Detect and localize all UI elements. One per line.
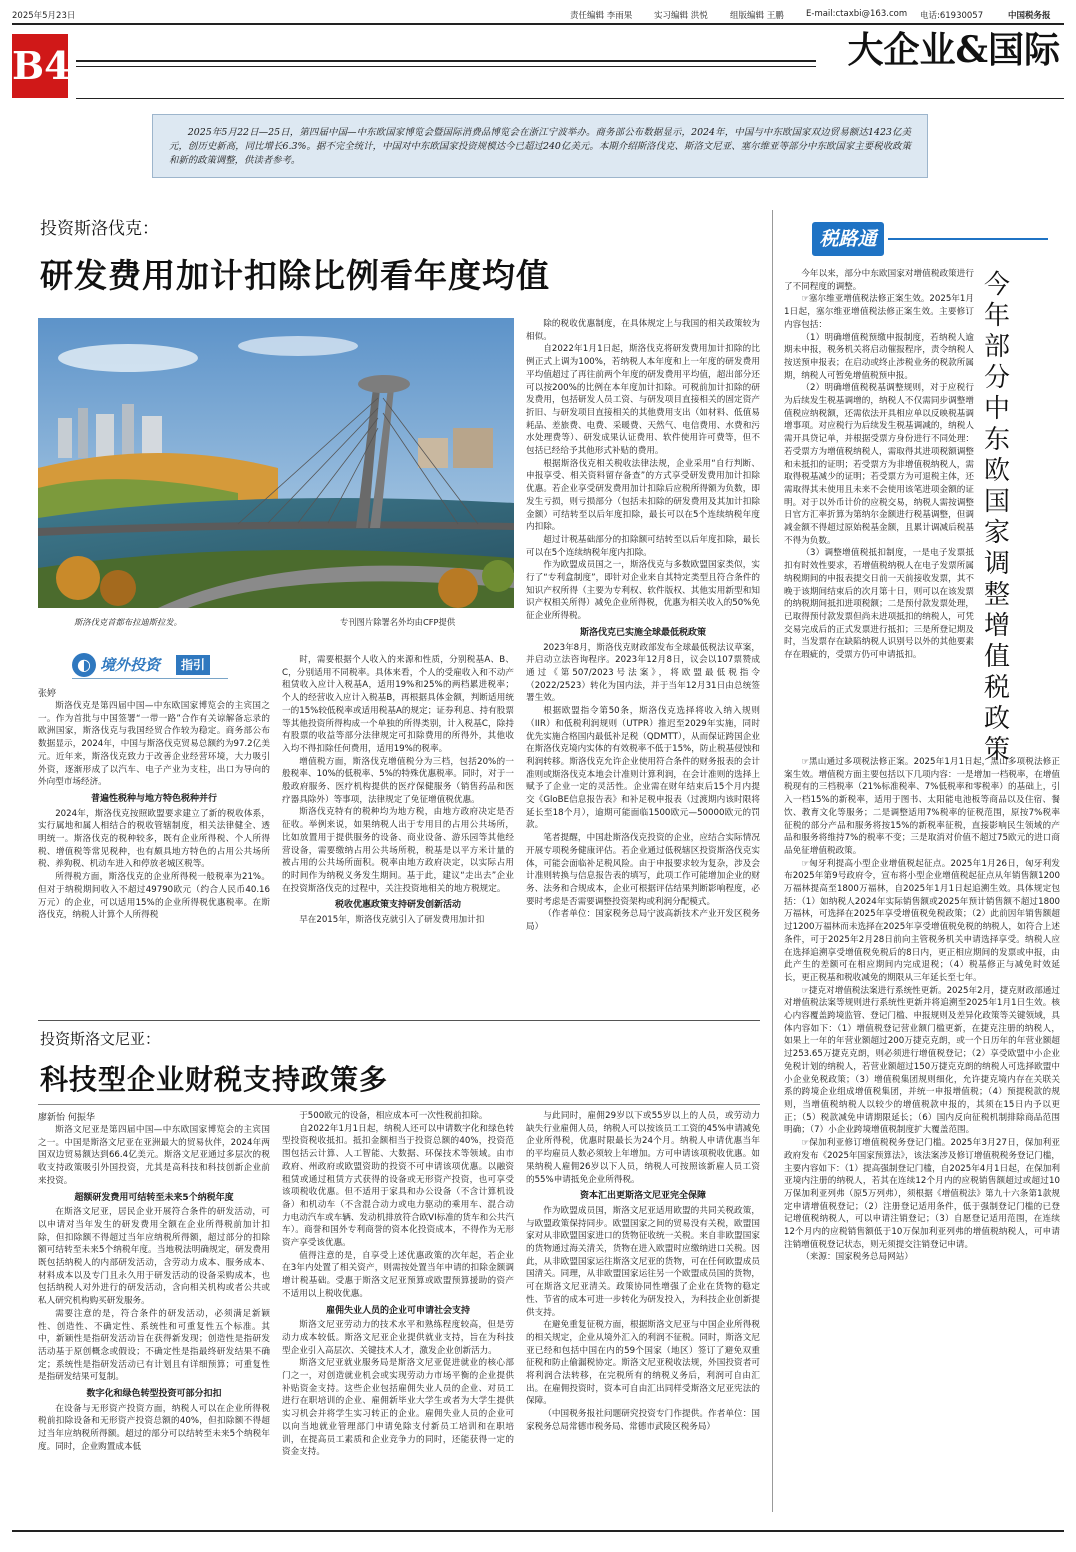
intro-box <box>152 114 928 178</box>
paragraph: 超过计税基础部分的扣除额可结转至以后年度扣除，最长可以在5个连续纳税年度内扣除。 <box>526 534 760 558</box>
sidebar-paragraph: ☞保加利亚修订增值税税务登记门槛。2025年3月27日，保加利亚政府发布《2025年国家预算法》，该法案涉及修订增值税税务登记门槛，主要内容如下：（1）提高强制登记门槛，自2025年4月1日起，在保加利亚境内注册的纳税人，若其在连续12个月内的应税销售额超过或超过10万保加利亚列弗（原5万列弗），须根据《增值税法》第九十六条第1款规定申请增值税登记；（2）注册登记适用条件，低于强制登记门槛的已登记增值税纳税人，可以申请注销登记；（3）自愿登记适用范围，在连续12个月内的应税销售额低于10万保加利亚列弗的增值税纳税人，可申请注销增值税登记状态，则无须提交注销登记申请。 <box>784 1138 1060 1250</box>
masthead-rule-thin <box>76 66 816 67</box>
bratislava-photo <box>38 318 514 608</box>
paragraph: 于500欧元的设备，相应成本可一次性税前扣除。 <box>299 1111 488 1121</box>
photo-credit: 专刊图片除署名外均由CFP提供 <box>340 617 456 627</box>
issue-date: 2025年5月23日 <box>12 11 76 21</box>
paragraph: 自2022年1月1日起，斯洛伐克将研发费用加计扣除的比例正式上调为100%，若纳税人本年度和上一年度的研发费用平均值超过了再往前两个年度的研发费用平均值，超出部分还可以按200%的比例在本年度加计扣除。可税前加计扣除的研发费用，包括研发人员工资、与研发项目直接相关的固定资产折旧、与研发项目直接相关的其他费用支出（如材料、低值易耗品、差旅费、电费、采暖费、天然气、电信费用、水费和污水处理费等）、研发成果认证费用、软件使用许可费等，但不包括已经给予其他形式补贴的费用。 <box>526 344 760 457</box>
sidebar-banner: 税路通 <box>812 222 884 256</box>
page-number-badge: B4 <box>12 34 68 98</box>
article1-headline: 研发费用加计扣除比例看年度均值 <box>40 256 550 295</box>
paragraph: （作者单位：国家税务总局宁波高新技术产业开发区税务局） <box>526 909 760 933</box>
sidebar-paragraph: （2）明确增值税税基调整规则，对于应税行为后续发生税基调增的，纳税人不仅需同步调整增值税应纳税额，还需依法开具相应单以反映税基调增事项。对应税行为后续发生税基调减的，纳税人需开具贷记单，并根据受票方身份进行不同处理：若受票方为增值税纳税人，需取得其进项税额调整和未抵扣的证明；若受票方为非增值税纳税人，需取得税基减少的证明；若受票方为可退税主体，还需取得其未使用且未来不会使用该笔进项金额的证明。对于以外币计价的应税交易，纳税人需按调整日官方汇率折算为第纳尔金额进行税基调整，但调减金额不得超过原始税基金额，且累计调减后税基不得为负数。 <box>784 383 974 546</box>
article2-column-1 <box>38 1124 270 1512</box>
column-logo <box>72 652 228 679</box>
paragraph: 在避免重复征税方面，根据斯洛文尼亚与中国企业所得税的相关规定，企业从境外汇入的利润不征税。同时，斯洛文尼亚已经和包括中国在内的59个国家（地区）签订了避免双重征税和防止偷漏税协定。斯洛文尼亚税收法规，外国投资者可将利润合法转移，在完税所有的纳税义务后，利润可自由汇出。在雇佣投资时，资本可自由汇出同样受斯洛文尼亚宪法的保障。 <box>526 1320 760 1407</box>
subheading: 雇佣失业人员的企业可申请社会支持 <box>325 1305 470 1316</box>
designer-credit: 组版编辑 王鹏 <box>730 11 784 21</box>
article2-rule <box>38 1104 760 1105</box>
sidebar-paragraph: （1）明确增值税预缴申报制度，若纳税人逾期未申报，税务机关将启动催报程序，责令纳税人按送预申报表；在启动或终止涉税业务的税款所属期，纳税人可暂免增值税预申报。 <box>784 332 974 381</box>
sidebar-paragraph: ☞捷克对增值税法案进行系统性更新。2025年2月，捷克财政部通过对增值税法案等规则进行系统性更新并将追溯至2025年1月1日生效。核心内容覆盖跨境监管、登记门槛、申报规则及差异化政策等关键领域，具体内容如下：（1）增值税登记营业额门槛更新，在捷克注册的纳税人，如果上一年的年营业额超过200万捷克克朗，或一个日历年的年营业额超过253.65万捷克克朗，则必须进行增值税登记；（2）享受欧盟中小企业免税计划的纳税人，若营业额超过150万捷克克朗的纳税人可选择欧盟中小企业免税政策；（3）增值税集团规则细化，允许捷克境内存在关联关系的跨境企业组成增值税集团，并统一申报增值税；（4）预提税款的规则，当增值税纳税人以较少的增值税款申报的，其须在15日内予以更正；（5）税款减免申请期限延长；（6）国内反向征税机制排除商品范围明确；（7）小企业跨境增值税制度扩大覆盖范围。 <box>784 985 1060 1136</box>
city-bridge-illustration <box>38 318 514 608</box>
article2-column-2 <box>282 1110 514 1512</box>
article1-kicker: 投资斯洛伐克： <box>40 219 159 239</box>
paragraph: 斯洛文尼亚就业服务局是斯洛文尼亚促进就业的核心部门之一，对创造就业机会或实现劳动力市场平衡的企业提供补贴资金支持。这些企业包括雇佣失业人员的企业、对员工进行在职培训的企业、雇佣新毕业大学生或者为大学生提供实习机会并将学生实习转正的企业。雇佣失业人员的企业可以向当地就业管理部门申请免除支付新员工培训和在职培训，在提高员工素质和企业竞争力的同时，还能获得一定的资金支持。 <box>282 1358 514 1458</box>
bottom-rule <box>12 1530 1064 1532</box>
logo-tag: 指引 <box>176 655 210 675</box>
intern-credit: 实习编辑 洪悦 <box>654 11 708 21</box>
subheading: 斯洛伐克已实施全球最低税政策 <box>579 627 706 638</box>
sidebar-paragraph: （3）调整增值税抵扣制度，一是电子发票抵扣有时效性要求，若增值税纳税人在电子发票所属纳税期间的申报表提交日前一天前接收发票，其不晚于该期间结束后的次月第十日，则可以在该发票的纳税期间抵扣进项税额；二是预付款发票处理，已取得预付款发票但尚未进项抵扣的纳税人，可凭交易完成后的正式发票进行抵扣；三是所登记期及时，当发票存在缺陷纳税人识别号以外的其他要素存在瑕疵的，受票方仍可申请抵扣。 <box>784 548 974 661</box>
article1-column-1 <box>38 700 270 1012</box>
masthead-bottom-rule <box>76 98 1064 99</box>
sidebar-column-top <box>784 268 974 756</box>
banner-rule <box>888 238 1048 240</box>
paragraph: 自2022年1月1日起，纳税人还可以申请数字化和绿色转型投资税收抵扣。抵扣金额相当于投资总额的40%，投资范围包括云计算、人工智能、大数据、环保技术等领域。由市政府、州政府或欧盟资助的投资不可申请该项优惠。以融资租赁或通过租赁方式获得的设备或无形资产投资，也可享受该项税收优惠。但不适用于家具和办公设备（不含计算机设备）和机动车（不含混合动力或电力驱动的乘用车、混合动力电动汽车或车辆、发动机排放符合欧VI标准的货车和公共汽车）。商誉和国外专利商誉的资本化投资成本，不得作为无形资产享受该优惠。 <box>282 1123 514 1249</box>
paragraph: 笔者提醒，中国赴斯洛伐克投资的企业，应结合实际情况开展专项税务健康评估。若企业通过低税辖区投资斯洛伐克实体，可能会面临补足税风险。由于申报要求较为复杂，涉及会计准则转换与信息报告表的填写，此项工作可能增加企业的财务、法务和合规成本，企业可根据评估结果判断影响程度，必要时考虑是否需要调整投资架构或利润分配模式。 <box>526 833 760 907</box>
paragraph: 斯洛文尼亚劳动力的技术水平和熟练程度较高，但是劳动力成本较低。斯洛文尼亚企业提供就业支持，旨在为科技型企业引入高层次、关键技术人才，激发企业创新活力。 <box>282 1320 514 1356</box>
article2-headline: 科技型企业财税支持政策多 <box>40 1063 389 1096</box>
article2-kicker: 投资斯洛文尼亚： <box>40 1030 161 1048</box>
article1-byline: 张婷 <box>38 689 57 699</box>
paragraph: 斯洛伐克是第四届中国—中东欧国家博览会的主宾国之一。作为首批与中国签署“一带一路”合作有关谅解备忘录的欧洲国家，斯洛伐克与我国经贸合作较为稳定。商务部公布数据显示，2024年，中国与斯洛伐克贸易总额约为97.2亿美元。近年来，斯洛伐克致力于改善企业经营环境，大力吸引外资，逐渐形成了以汽车、电子产业为支柱，出口为导向的外向型市场经济。 <box>38 701 270 788</box>
subheading: 税收优惠政策支持研发创新活动 <box>334 900 461 911</box>
intro-text: 2025年5月22日—25日，第四届中国—中东欧国家博览会暨国际消费品博览会在浙江宁波举办。商务部公布数据显示，2024年，中国与中东欧国家双边贸易额达1423亿美元，创历史新高，同比增长6.3%。据不完全统计，中国对中东欧国家投资规模达今已超过240亿美元。本期介绍斯洛伐克、斯洛文尼亚、塞尔维亚等部分中东欧国家主要税收政策和新的政策调整，供读者参考。 <box>169 127 911 166</box>
photo-caption: 斯洛伐克首都布拉迪斯拉发。 <box>74 617 182 627</box>
sidebar-paragraph: ☞塞尔维亚增值税法修正案生效。2025年1月1日起，塞尔维亚增值税法修正案生效。主要修订内容包括： <box>784 294 974 330</box>
editor-credit: 责任编辑 李雨果 <box>570 11 633 21</box>
subheading: 普遍性税种与地方特色税种并行 <box>90 793 217 804</box>
paragraph: 在设备与无形资产投资方面，纳税人可以在企业所得税税前扣除设备和无形资产投资总额的40%，但扣除额不得超过当年应纳税所得额。超过的部分可以结转至未来5个纳税年度。同时，企业购置成本低 <box>38 1403 270 1452</box>
phone-contact: 电话:61930057 <box>920 11 984 21</box>
paragraph: 根据欧盟指令第50条，斯洛伐克选择将收入纳入规则（IIR）和低税利润规则（UTPR）推迟至2029年实施，同时优先实施合格国内最低补足税（QDMTT），从而保证跨国企业在斯洛伐克境内实体的有效税率不低于15%，防止税基侵蚀和利润转移。斯洛伐克允许企业使用符合条件的财务报表的会计准则或斯洛伐克本地会计准则计算利润，在会计准则的选择上赋予了企业一定的灵活性。企业需在财年结束后15个月内提交《GloBE信息报告表》和补足税申报表（过渡期内该时限将延长至18个月），逾期可能面临1500欧元—50000欧元的罚款。 <box>526 706 760 831</box>
paragraph: 早在2015年，斯洛伐克就引入了研发费用加计扣 <box>299 915 485 926</box>
article-divider <box>38 1020 760 1021</box>
article1-column-3 <box>526 318 760 1012</box>
masthead-rule <box>76 60 816 62</box>
paragraph: 在斯洛文尼亚，居民企业开展符合条件的研发活动，可以申请对当年发生的研发费用全额在企业所得税前加计扣除，但扣除额不得超过当年应纳税所得额，超过部分的扣除额可结转至未来5个纳税年度。当地税法明确规定，研发费用既包括纳税人的内部研发活动，含劳动力成本、服务成本、材料成本以及专门且永久用于研发活动的设备采购成本，也包括纳税人对外进行的研发活动，含向相关机构或者公共或私人研究机构购买研发服务。 <box>38 1207 270 1307</box>
paragraph: 增值税方面，斯洛伐克增值税分为三档，包括20%的一般税率、10%的低税率、5%的特殊优惠税率。同时，对于一般政府服务、医疗机构提供的医疗保健服务（销售药品和医疗器具除外）等事项，法律规定了免征增值税优惠。 <box>282 756 514 805</box>
paragraph: 根据斯洛伐克相关税收法律法规，企业采用“自行判断、申报享受、相关资料留存备查”的方式享受研发费用加计扣除优惠。若企业享受研发费用加计扣除后应税所得额为负数，即发生亏损，则亏损部分（包括未扣除的研发费用及其加计扣除金额）可结转至以后年度扣除，最长可以在5个连续纳税年度内扣除。 <box>526 458 760 533</box>
sidebar-divider <box>772 210 773 1512</box>
paragraph: 值得注意的是，自享受上述优惠政策的次年起，若企业在3年内处置了相关资产，则需按处置当年申请的扣除金额调增计税基础。受惠于斯洛文尼亚预算或欧盟预算援助的资产不适用以上税收优惠。 <box>282 1250 514 1299</box>
paragraph: 作为欧盟成员国，斯洛文尼亚适用欧盟的共同关税政策，与欧盟政策保持同步。欧盟国家之间的贸易没有关税，欧盟国家对从非欧盟国家进口的货物征收统一关税。来自非欧盟国家的货物通过海关清关，货物在进入欧盟时应缴纳进口关税。因此，从非欧盟国家运往斯洛文尼亚的货物，可在任何欧盟成员国清关。同理，从非欧盟国家运往另一个欧盟成员国的货物，可在斯洛文尼亚清关。政策协同性增强了企业在货物的稳定性、节省的成本可进一步转化为研发投入，为科技企业创新提供支持。 <box>526 1205 760 1318</box>
paragraph: 2024年，斯洛伐克按照欧盟要求建立了新的税收体系，实行属地和属人相结合的税收管辖制度，相关法律健全、透明统一。斯洛伐克的税种较多，既有企业所得税、个人所得税、增值税等常见税种，也有颇具地方特色的占用公共场所税、养狗税、机动车进入和停放老城区税等。 <box>38 808 270 870</box>
subheading: 资本汇出更斯洛文尼亚完全保障 <box>579 1191 706 1202</box>
paragraph: （中国税务报社问题研究投资专门作提供。作者单位：国家税务总局常德市税务局、常德市武陵区税务局） <box>526 1409 760 1432</box>
paragraph: 斯洛文尼亚是第四届中国—中东欧国家博览会的主宾国之一。中国是斯洛文尼亚在亚洲最大的贸易伙伴，2024年两国双边贸易额达到66.4亿美元。斯洛文尼亚通过多层次的税收支持政策吸引外国投资，尤其是高科技和科技创新企业前来投资。 <box>38 1125 270 1186</box>
subheading: 超额研发费用可结转至未来5个纳税年度 <box>74 1192 234 1203</box>
globe-icon: ◐ <box>72 653 96 677</box>
paragraph: 作为欧盟成员国之一，斯洛伐克与多数欧盟国家类似，实行了“专利盒制度”，即针对企业来自其特定类型且符合条件的知识产权所得（主要为专利权、软件版权、其他实用新型和知识产权相关所得）减免企业所得税，优惠为相关收入的50%免征企业所得税。 <box>526 560 760 622</box>
email-contact: E-mail:ctaxbi@163.com <box>806 9 908 19</box>
paragraph: 时，需要根据个人收入的来源和性质，分别税基A、B、C，分别适用不同税率。具体来看，个人的受雇收入和不动产租赁收入应计入税基A，适用19%和25%的两档累进税率；个人的经营收入应计入税基B，再根据具体金额，判断适用统一的15%较低税率或适用税基A的规定；证券利息、持有股票等其他投资所得构成一个单独的所得类别，计入税基C，除持有股票的收益等部分法律规定可扣除费用的所得外，其他收入均不得扣除任何费用，适用19%的税率。 <box>282 655 514 754</box>
sidebar-column-bottom <box>784 756 1060 1512</box>
sidebar-paragraph: ☞黑山通过多项税法修正案。2025年1月1日起，黑山多项税法修正案生效。增值税方面主要包括以下几项内容：一是增加一档税率，在增值税现有的三档税率（21%标准税率、7%低税率和零税率）的基础上，引入一档15%的新税率，适用于图书、太阳能电池板等商品以及住宿、餐饮、教育文化等服务；二是调整适用7%税率的征税范围，原按7%税率征税的部分产品和服务将按15%的新税率征税，直接影响民生领域的产品和服务将维持7%的税率不变；三是取消对价值不超过75欧元的进口商品免征增值税政策。 <box>784 757 1060 856</box>
subheading: 数字化和绿色转型投资可部分扣扣 <box>86 1389 222 1400</box>
paragraph: 需要注意的是，符合条件的研发活动，必须满足新颖性、创造性、不确定性、系统性和可重复性五个标准。其中，新颖性是指研发活动旨在获得新发现；创造性是指研发活动基于原创概念或假设；不确定性是指最终研发结果不确定；系统性是指研发活动已有计划且有详细预算；可重复性是指研发结果可复制。 <box>38 1308 270 1383</box>
sidebar-paragraph: （来源：国家税务总局网站） <box>801 1252 913 1263</box>
paragraph: 斯洛伐克特有的税种均为地方税，由地方政府决定是否征收。举例来说，如果纳税人出于专用目的占用公共场所，比如放置用于提供服务的设备、商业设备、游乐园等其他经营设备，需要缴纳占用公共场所税，税基是以平方米计量的被占用的公共场所面积。税率由地方政府决定，以实际占用的时间作为纳税义务发生期间。基于此，建议“走出去”企业在投资斯洛伐克的过程中，关注投资地相关的地方税规定。 <box>282 807 514 894</box>
newspaper-name: 中国税务报 <box>1008 11 1051 21</box>
article1-column-2 <box>282 654 514 1012</box>
sidebar-paragraph: 今年以来，部分中东欧国家对增值税政策进行了不同程度的调整。 <box>784 269 974 292</box>
top-rule <box>12 23 1064 25</box>
paragraph: 所得税方面，斯洛伐克的企业所得税一般税率为21%。但对于纳税期间收入不超过49790欧元（约合人民币40.16万元）的企业，可以适用15%的企业所得税优惠税率。在斯洛伐克，纳税人计算个人所得税 <box>38 872 270 921</box>
article2-column-3 <box>526 1110 760 1512</box>
section-title: 大企业&国际 <box>847 29 1060 71</box>
paragraph: 2023年8月，斯洛伐克财政部发布全球最低税法议草案，并启动立法咨询程序。2023年12月8日，议会以107票赞成通过《第507/2023号法案》，将欧盟最低税指令（2022/2523）转化为国内法，并于当年12月31日由总统签署生效。 <box>526 642 760 704</box>
paragraph: 除的税收优惠制度，在具体规定上与我国的相关政策较为相似。 <box>526 319 760 342</box>
paragraph: 与此同时，雇佣29岁以下或55岁以上的人员，或劳动力缺失行业雇佣人员，纳税人可以按该员工工资的45%申请减免企业所得税，优惠时限最长为24个月。纳税人申请优惠当年的平均雇员人数必须较上年增加。方可申请该项税收优惠。如果纳税人雇佣26岁以下人员，纳税人可按照该新雇人员工资的55%申请抵免企业所得税。 <box>526 1111 760 1185</box>
logo-text: 境外投资 <box>100 656 161 674</box>
sidebar-paragraph: ☞匈牙利提高小型企业增值税起征点。2025年1月26日，匈牙利发布2025年第9号政府令，宣布将小型企业增值税起征点从年销售额1200万福林提高至1800万福林，自2025年1月1日起追溯生效。具体规定包括：（1）如纳税人2024年实际销售额或2025年预计销售额不超过1800万福林，可选择在2025年享受增值税免税政策；（2）此前因年销售额超过1200万福林而未选择在2025年享受增值税免税的纳税人，如符合上述条件，可于2025年2月28日前向主管税务机关申请选择享受。纳税人应在选择追溯享受增值税免税后的8日内，更正相应期间的发票或申报，由此产生的差额可在相应期间内完成退税；（4）税基修正与减免时效延长，更正税基和税收减免的期限从三年延长至七年。 <box>784 858 1060 983</box>
sidebar-headline: 今年部分中东欧国家调整增值税政策 <box>984 270 1011 765</box>
article2-byline: 廖新怡 何振华 <box>38 1113 95 1123</box>
